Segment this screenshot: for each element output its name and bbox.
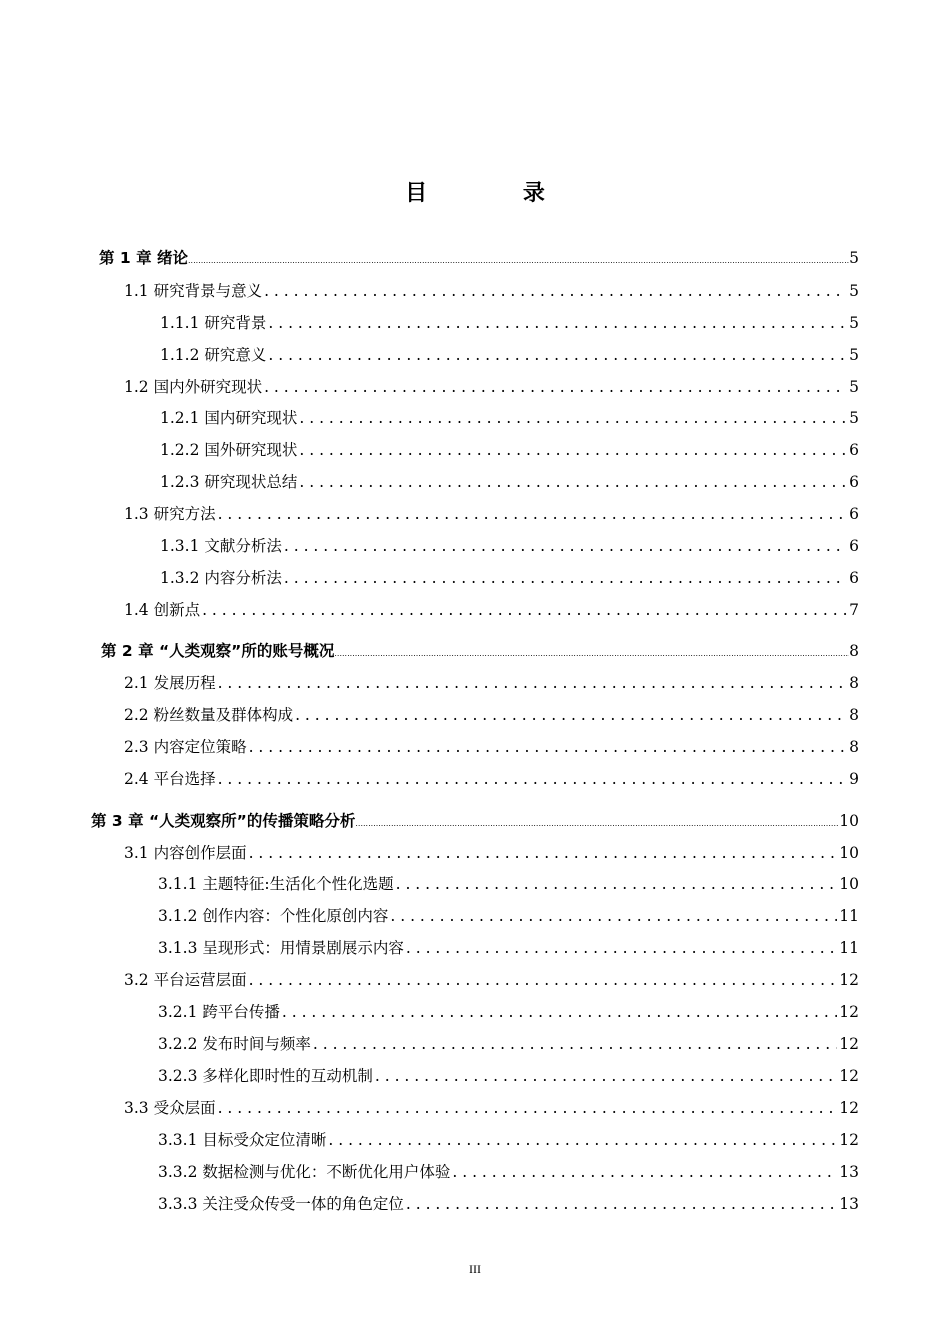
toc-entry-page: 5	[849, 378, 859, 396]
toc-entry-label: 3.3 受众层面	[124, 1099, 216, 1117]
toc-entry[interactable]	[124, 375, 859, 399]
toc-entry-label: 3.2.2 发布时间与频率	[158, 1035, 311, 1053]
toc-entry-label: 1.3.2 内容分析法	[160, 569, 282, 587]
toc-entry-label: 3.3.2 数据检测与优化：不断优化用户体验	[158, 1163, 451, 1181]
toc-entry-page: 10	[839, 875, 859, 893]
toc-entry[interactable]	[158, 1128, 859, 1152]
toc-entry-page: 8	[849, 706, 859, 724]
toc-entry-label: 1.1.2 研究意义	[160, 346, 267, 364]
toc-entry[interactable]	[160, 470, 859, 494]
toc-entry[interactable]	[160, 438, 859, 462]
toc-entry-label: 第 2 章 “人类观察”所的账号概况	[101, 642, 335, 660]
toc-entry-label: 1.2.3 研究现状总结	[160, 473, 298, 491]
toc-entry-page: 6	[849, 569, 859, 587]
toc-entry-label: 2.1 发展历程	[124, 674, 216, 692]
toc-entry-label: 3.1.2 创作内容：个性化原创内容	[158, 907, 389, 925]
toc-entry-page: 5	[849, 346, 859, 364]
toc-entry[interactable]	[160, 311, 859, 335]
dot-leader	[284, 566, 847, 590]
toc-entry-page: 6	[849, 537, 859, 555]
toc-entry-page: 10	[839, 812, 859, 830]
toc-entry-page: 5	[849, 409, 859, 427]
toc-entry-page: 5	[849, 282, 859, 300]
toc-entry-label: 1.2.1 国内研究现状	[160, 409, 298, 427]
toc-entry-label: 3.3.1 目标受众定位清晰	[158, 1131, 327, 1149]
toc-entry[interactable]	[124, 671, 859, 695]
toc-entry[interactable]	[124, 1096, 859, 1120]
dot-leader	[268, 311, 847, 335]
dot-leader	[299, 406, 847, 430]
dot-leader	[313, 1032, 837, 1056]
toc-entry[interactable]	[158, 872, 859, 896]
toc-entry-chapter-2[interactable]	[101, 639, 859, 663]
toc-entry-page: 12	[839, 1003, 859, 1021]
toc-entry-label: 第 3 章 “人类观察所”的传播策略分析	[91, 812, 356, 830]
dot-leader	[355, 809, 839, 836]
dot-leader	[406, 936, 837, 960]
toc-entry[interactable]	[158, 1000, 859, 1024]
dot-leader	[264, 279, 847, 303]
toc-entry-page: 13	[839, 1195, 859, 1213]
dot-leader	[202, 598, 847, 622]
toc-entry-chapter-3[interactable]	[91, 809, 859, 833]
toc-entry-page: 8	[849, 642, 859, 660]
toc-entry-page: 12	[839, 1035, 859, 1053]
toc-entry-label: 1.4 创新点	[124, 601, 201, 619]
toc-entry-label: 3.1.3 呈现形式：用情景剧展示内容	[158, 939, 404, 957]
dot-leader	[264, 375, 847, 399]
dot-leader	[268, 343, 847, 367]
dot-leader	[299, 438, 847, 462]
dot-leader	[284, 534, 847, 558]
toc-entry[interactable]	[160, 406, 859, 430]
toc-entry-label: 1.3.1 文献分析法	[160, 537, 282, 555]
dot-leader	[249, 841, 838, 865]
toc-entry-page: 9	[849, 770, 859, 788]
dot-leader	[282, 1000, 837, 1024]
dot-leader	[406, 1192, 837, 1216]
toc-entry-label: 2.4 平台选择	[124, 770, 216, 788]
toc-entry-label: 第 1 章 绪论	[99, 249, 188, 267]
dot-leader	[390, 904, 837, 928]
toc-entry-page: 6	[849, 473, 859, 491]
toc-entry-label: 3.2 平台运营层面	[124, 971, 247, 989]
toc-entry[interactable]	[158, 1064, 859, 1088]
toc-entry[interactable]	[160, 343, 859, 367]
toc-entry[interactable]	[124, 968, 859, 992]
toc-entry-label: 3.3.3 关注受众传受一体的角色定位	[158, 1195, 404, 1213]
toc-entry-page: 8	[849, 674, 859, 692]
toc-entry-label: 1.1.1 研究背景	[160, 314, 267, 332]
dot-leader	[188, 246, 849, 273]
toc-entry[interactable]	[158, 1032, 859, 1056]
toc-entry-page: 7	[849, 601, 859, 619]
toc-entry-page: 10	[839, 844, 859, 862]
toc-entry[interactable]	[124, 502, 859, 526]
toc-entry-page: 8	[849, 738, 859, 756]
toc-entry[interactable]	[124, 703, 859, 727]
toc-entry[interactable]	[124, 841, 859, 865]
toc-entry-label: 2.3 内容定位策略	[124, 738, 247, 756]
toc-entry-page: 5	[849, 249, 859, 267]
toc-entry-page: 12	[839, 1099, 859, 1117]
toc-entry[interactable]	[158, 904, 859, 928]
dot-leader	[218, 767, 848, 791]
toc-entry-label: 3.2.1 跨平台传播	[158, 1003, 280, 1021]
toc-entry[interactable]	[160, 566, 859, 590]
dot-leader	[249, 968, 838, 992]
toc-entry-page: 12	[839, 1131, 859, 1149]
dot-leader	[334, 639, 849, 666]
toc-entry[interactable]	[124, 735, 859, 759]
dot-leader	[295, 703, 847, 727]
toc-entry-label: 3.2.3 多样化即时性的互动机制	[158, 1067, 373, 1085]
toc-entry[interactable]	[124, 767, 859, 791]
dot-leader	[452, 1160, 837, 1184]
toc-entry[interactable]	[124, 598, 859, 622]
toc-entry-page: 12	[839, 971, 859, 989]
toc-entry[interactable]	[124, 279, 859, 303]
toc-entry[interactable]	[158, 1192, 859, 1216]
toc-entry-page: 6	[849, 441, 859, 459]
toc-entry[interactable]	[160, 534, 859, 558]
dot-leader	[375, 1064, 837, 1088]
page-number-footer: III	[469, 1262, 481, 1276]
toc-entry[interactable]	[158, 1160, 859, 1184]
dot-leader	[218, 1096, 838, 1120]
toc-entry-page: 11	[839, 939, 859, 957]
toc-entry-label: 2.2 粉丝数量及群体构成	[124, 706, 294, 724]
dot-leader	[249, 735, 848, 759]
toc-entry-label: 1.2 国内外研究现状	[124, 378, 263, 396]
toc-entry-chapter-1[interactable]	[99, 246, 859, 270]
toc-entry-label: 3.1.1 主题特征:生活化个性化选题	[158, 875, 394, 893]
toc-entry-label: 1.1 研究背景与意义	[124, 282, 263, 300]
toc-entry-page: 5	[849, 314, 859, 332]
dot-leader	[396, 872, 838, 896]
toc-entry-page: 11	[839, 907, 859, 925]
toc-entry-label: 3.1 内容创作层面	[124, 844, 247, 862]
toc-entry-page: 13	[839, 1163, 859, 1181]
toc-entry-page: 6	[849, 505, 859, 523]
dot-leader	[299, 470, 847, 494]
toc-entry-page: 12	[839, 1067, 859, 1085]
page-title: 目 录	[405, 181, 589, 206]
toc-entry-label: 1.2.2 国外研究现状	[160, 441, 298, 459]
dot-leader	[218, 671, 848, 695]
dot-leader	[328, 1128, 837, 1152]
toc-entry-label: 1.3 研究方法	[124, 505, 216, 523]
toc-entry[interactable]	[158, 936, 859, 960]
dot-leader	[218, 502, 848, 526]
